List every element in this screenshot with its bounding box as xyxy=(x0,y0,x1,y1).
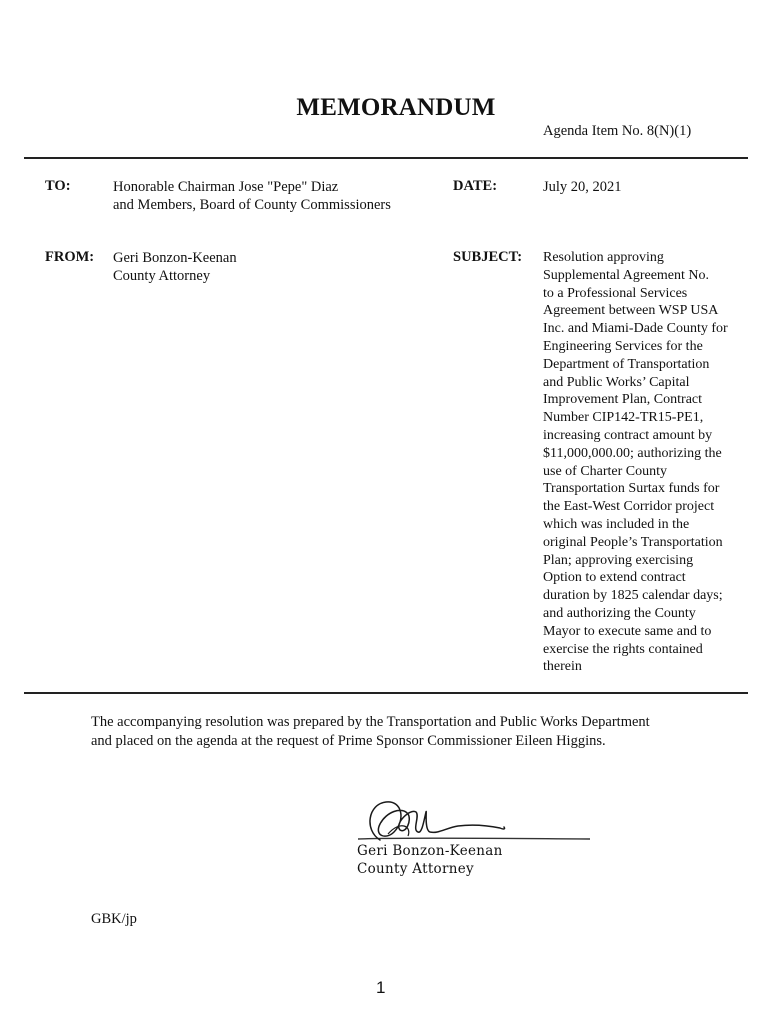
handwritten-signature xyxy=(350,790,600,850)
subject-line: duration by 1825 calendar days; xyxy=(543,588,723,604)
subject-line: Inc. and Miami-Dade County for xyxy=(543,321,728,337)
from-line-1: Geri Bonzon-Keenan xyxy=(113,250,237,266)
subject-line: Agreement between WSP USA xyxy=(543,303,719,319)
from-label: FROM: xyxy=(45,249,95,265)
subject-line: which was included in the xyxy=(543,516,690,532)
subject-line: Resolution approving xyxy=(543,250,664,265)
subject-line: Number CIP142-TR15-PE1, xyxy=(543,410,704,426)
from-line-2: County Attorney xyxy=(113,268,211,284)
to-line-1: Honorable Chairman Jose "Pepe" Diaz xyxy=(113,179,339,195)
subject-line: Plan; approving exercising xyxy=(543,552,694,568)
subject-line: original People’s Transportation xyxy=(543,534,723,550)
agenda-item-number: Agenda Item No. 8(N)(1) xyxy=(543,123,692,139)
body-line-2: and placed on the agenda at the request of Prime Sponsor Commissioner Eileen Higgins. xyxy=(91,732,606,749)
subject-line: Engineering Services for the xyxy=(543,338,703,354)
date-value: July 20, 2021 xyxy=(543,179,622,195)
typist-initials: GBK/jp xyxy=(91,911,137,927)
subject-line: Mayor to execute same and to xyxy=(543,623,712,639)
subject-line: use of Charter County xyxy=(543,463,668,479)
to-recipient xyxy=(113,178,391,214)
to-label: TO: xyxy=(45,178,71,194)
subject-line: $11,000,000.00; authorizing the xyxy=(543,445,722,461)
subject-line: Option to extend contract xyxy=(543,570,686,586)
subject-line: therein xyxy=(543,659,582,675)
subject-line: and authorizing the County xyxy=(543,605,696,621)
memo-title: MEMORANDUM xyxy=(296,94,496,121)
bottom-divider xyxy=(24,692,748,694)
date-label: DATE: xyxy=(453,178,498,194)
subject-line: Improvement Plan, Contract xyxy=(543,392,703,408)
subject-line: Department of Transportation xyxy=(543,356,710,372)
body-line-1: The accompanying resolution was prepared by the Transportation and Public Works Department xyxy=(91,714,650,730)
to-line-2: and Members, Board of County Commissioners xyxy=(113,197,391,213)
subject-line: Supplemental Agreement No. xyxy=(543,267,710,283)
from-sender xyxy=(113,249,237,285)
subject-line: to a Professional Services xyxy=(543,285,688,301)
top-divider xyxy=(24,157,748,159)
page-number: 1 xyxy=(376,978,386,997)
subject-line: Transportation Surtax funds for xyxy=(543,481,720,497)
subject-line: increasing contract amount by xyxy=(543,427,713,443)
signatory-title: County Attorney xyxy=(357,861,474,877)
subject-text xyxy=(543,249,753,676)
signatory-name: Geri Bonzon-Keenan xyxy=(357,843,503,859)
subject-line: and Public Works’ Capital xyxy=(543,374,690,390)
signatory-block xyxy=(357,842,503,878)
memo-body xyxy=(91,713,650,750)
subject-label: SUBJECT: xyxy=(453,249,523,265)
subject-line: exercise the rights contained xyxy=(543,641,703,657)
subject-line: the East-West Corridor project xyxy=(543,499,715,515)
